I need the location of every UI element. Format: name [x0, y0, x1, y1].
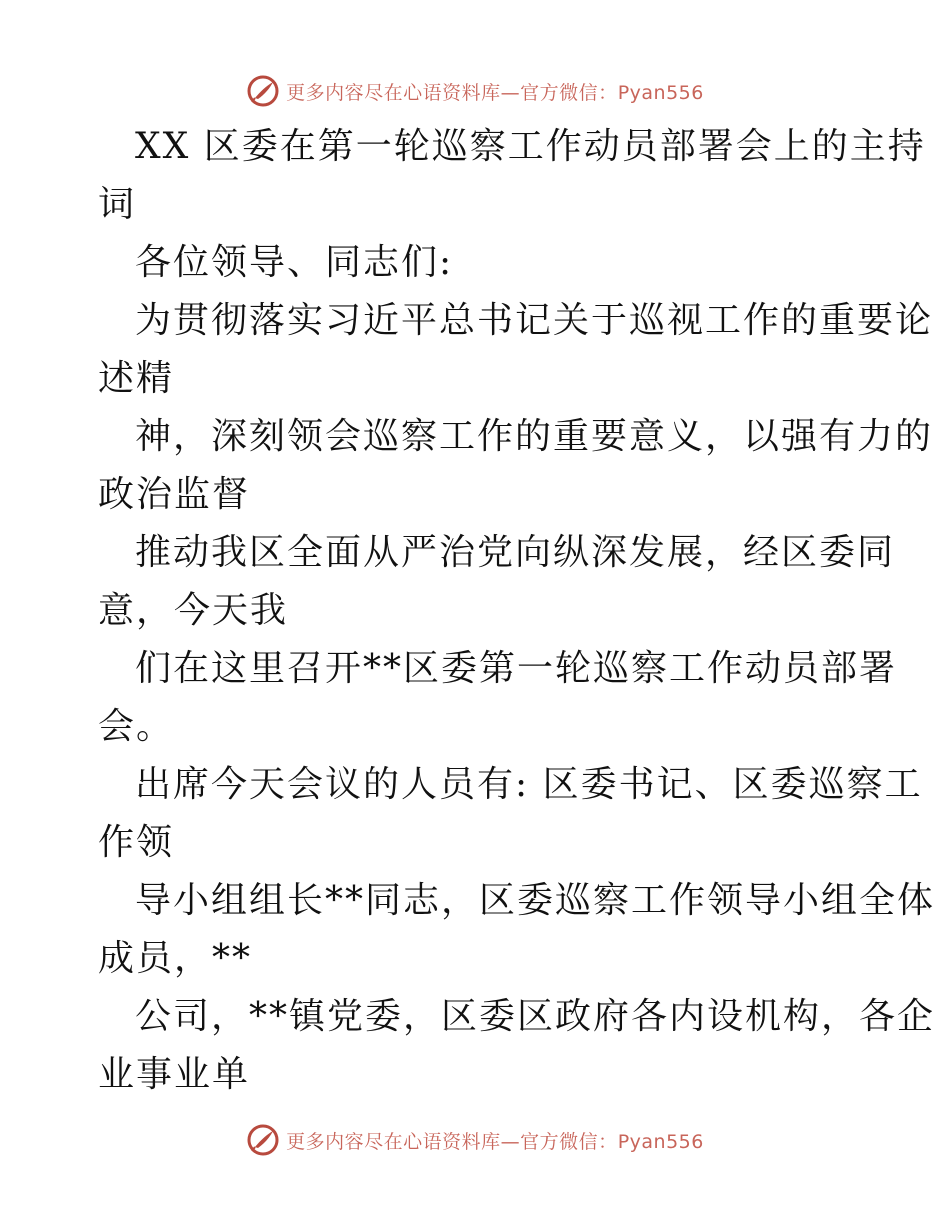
paragraph-line: 出席今天会议的人员有: 区委书记、区委巡察工	[135, 764, 923, 805]
title-line-1: XX 区委在第一轮巡察工作动员部署会上的主持	[135, 126, 926, 167]
paragraph-line: 作领	[98, 822, 175, 863]
paragraph-line: 意，今天我	[98, 590, 289, 631]
watermark-text: 更多内容尽在心语资料库—官方微信：Pyan556	[286, 1130, 704, 1153]
paragraph-line: 们在这里召开**区委第一轮巡察工作动员部署	[135, 648, 898, 689]
title-line-2: 词	[98, 184, 137, 225]
paragraph-line: 述精	[98, 358, 175, 399]
footer-watermark	[0, 1120, 950, 1160]
paragraph-line: 成员，**	[98, 938, 253, 979]
paragraph-line: 会。	[98, 706, 175, 747]
header-watermark	[0, 71, 950, 111]
quill-pen-logo-icon	[246, 1123, 280, 1157]
paragraph-line: 神，深刻领会巡察工作的重要意义，以强有力的	[135, 416, 934, 457]
paragraph-line: 业事业单	[98, 1054, 251, 1095]
paragraph-line: 公司，**镇党委，区委区政府各内设机构，各企	[135, 996, 936, 1037]
paragraph-line: 政治监督	[98, 474, 251, 515]
quill-pen-logo-icon	[246, 74, 280, 108]
paragraph-line: 推动我区全面从严治党向纵深发展，经区委同	[135, 532, 896, 573]
watermark-text: 更多内容尽在心语资料库—官方微信：Pyan556	[286, 81, 704, 104]
document-body	[98, 118, 936, 1104]
paragraph-line: 导小组组长**同志，区委巡察工作领导小组全体	[135, 880, 936, 921]
paragraph-line: 为贯彻落实习近平总书记关于巡视工作的重要论	[135, 300, 934, 341]
salutation: 各位领导、同志们:	[135, 242, 454, 283]
